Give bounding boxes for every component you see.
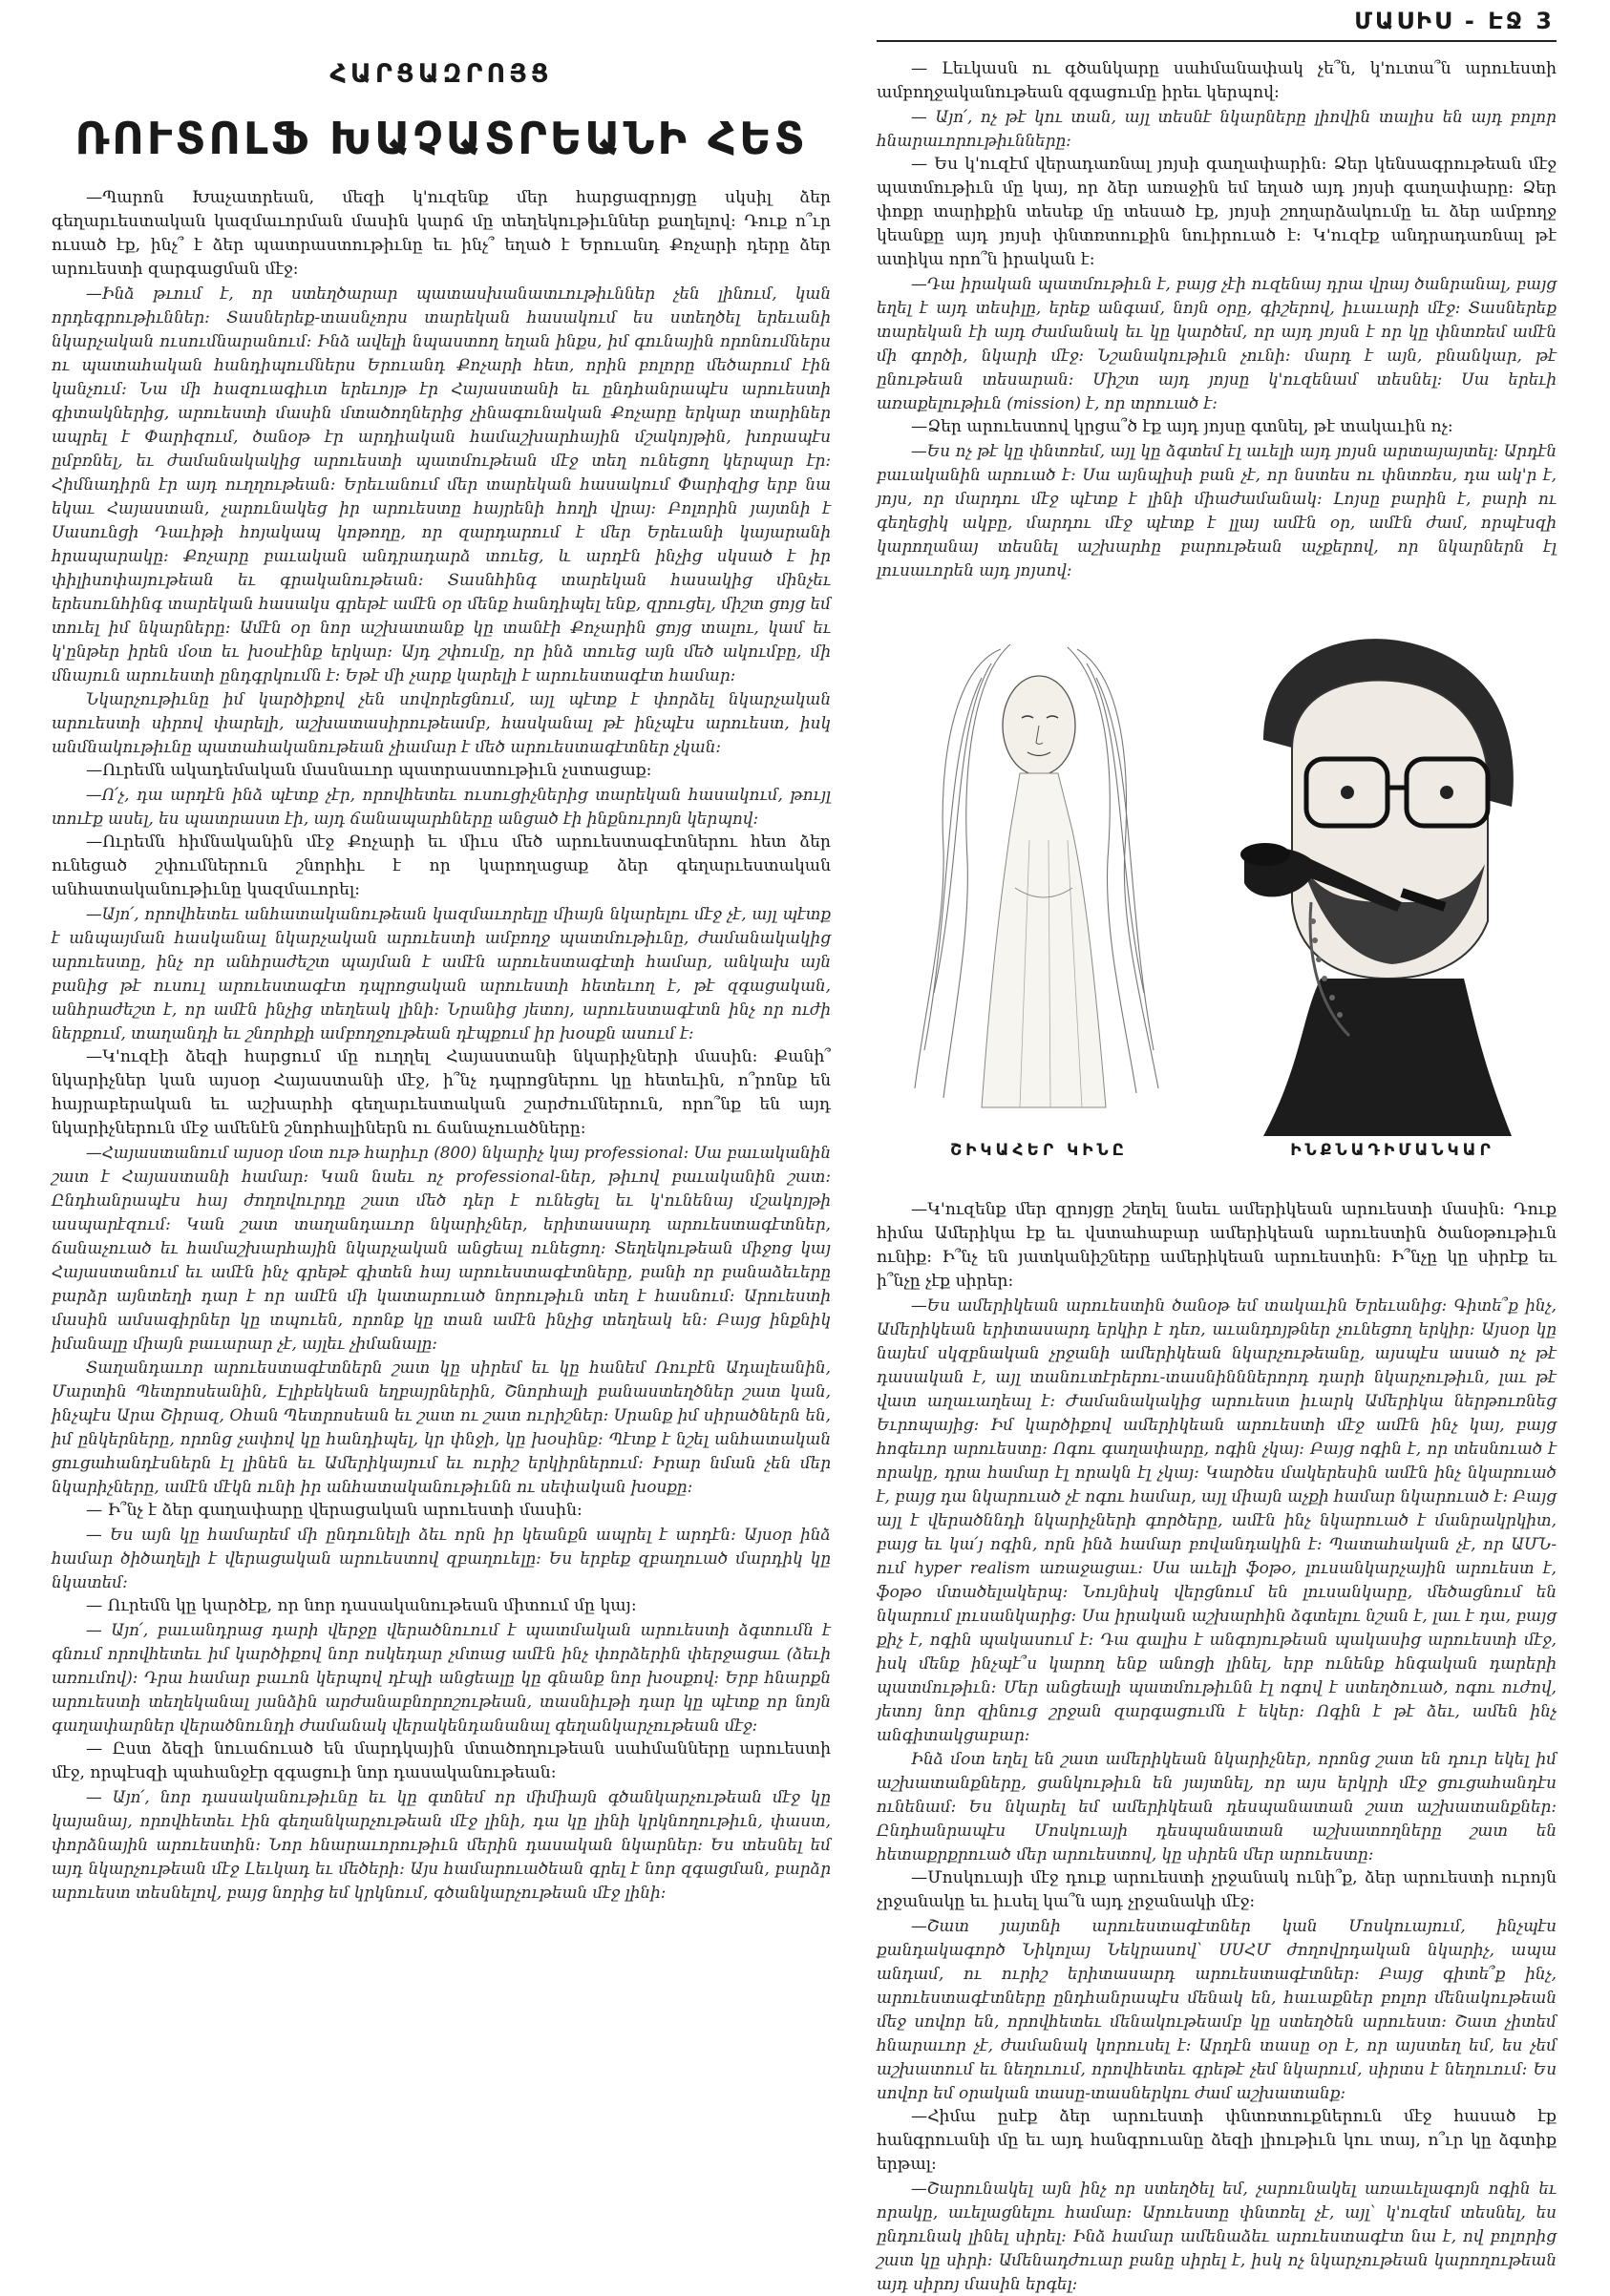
right-column-bottom-body xyxy=(877,1198,1557,2296)
interview-question: —Հիմա ըսէք ձեր արուեստի փնտռտուքներուն մէջ հասած էք հանգրուանի մը եւ այդ հանգրուանը ձեզի լիութիւն կու տայ, ո՞ւր կը ձգտիք երթալ: xyxy=(877,2107,1557,2174)
interview-question: —Կ'ուզենք մեր զրոյցը շեղել նաեւ ամերիկեան արուեստի մասին: Դուք հիմա Ամերիկա էք եւ վստահաբար ամերիկեան արուեստին ծանօթութիւն ունիք: Ի՞նչ են յատկանիշները ամերիկեան արուեստին: Ի՞նչը կը սիրէք եւ ի՞նչը չէք սիրեր: xyxy=(877,1200,1557,1291)
right-column-top-body xyxy=(877,57,1557,582)
interview-answer: Նկարչութիւնը իմ կարծիքով չեն սովորեցնում, այլ պէտք է փորձել նկարչական արուեստի սիրով փարելի, աշխատասիրութեամբ, հասկանալ թէ ինչպէս արուեստ, իսկ անմնակութիւնը պատահականութեան չիամար է մեծ արուեստագէտներ չկան: xyxy=(52,689,831,756)
right-column-bottom xyxy=(877,1198,1557,2296)
left-column xyxy=(52,59,831,1905)
self-portrait-with-pipe-drawing-icon xyxy=(1206,616,1555,1136)
left-column-body xyxy=(52,186,831,1905)
interview-question: —Կ'ուզէի ձեզի հարցում մը ուղղել Հայաստանի նկարիչների մասին: Քանի՞ նկարիչներ կան այսօր Հայաստանի մէջ, ի՞նչ դպրոցներու կը հետեւին, ո՞րոնք են հայրաբերական եւ աշխարհի գեղարւեստական շարժումներուն, որո՞նք են այդ նկարիչներուն մէջ ամենէն շնորհալիներն ու ճանաչուածները: xyxy=(52,1047,831,1138)
interview-answer: —Ո՛չ, դա արդէն ինձ պէտք չէր, որովհետեւ ուսուցիչներից տարեկան հասակում, թույլ տուէք ասել, ես պատրաստ էի, այդ ճանապարհները անցած էի ինքնուրոյն կերպով: xyxy=(52,785,831,828)
interview-answer: —Դա իրական պատմութիւն է, բայց չէի ուզենայ դրա վրայ ծանրանալ, բայց եղել է այդ տեսիլը, երեք անգամ, նոյն օրը, գիշերով, իւաւարի մէջ: Տասներեք տարեկան էի այդ ժամանակ եւ կը կարծեմ, որ այդ յոյսն է որ կը փնտռեմ ամէն մի գործի, նկարի մէջ: Նշանակութիւն չունի: մարդ է այն, բնանկար, թէ ընութեան տեսարան: Միշտ այդ յոյսը կ'ուզենամ տեսնել: Սա երեւի առաքելութիւն (mission) է, որ տրուած է: xyxy=(877,274,1557,412)
interview-question: — Լեւկասն ու գծանկարը սահմանափակ չե՞ն, կ'ուտա՞ն արուեստի ամբողջականութեան զգացումը իրեւ կերպով: xyxy=(877,59,1557,102)
left-figure-caption: ՇԻԿԱՀԵՐ ԿԻՆԸ xyxy=(950,1141,1128,1160)
interview-question: — Ըստ ձեզի նուաճուած են մարդկային մտածողութեան սահմանները արուեստի մէջ, որպէսզի պահանջէր զգացուի նոր դասականութեան: xyxy=(52,1739,831,1782)
interview-answer: — Ես այն կը համարեմ մի ընդունելի ձեւ որն իր կեանքն ապրել է արդէն: Այսօր ինձ համար ծիծաղելի է վերացական արուեստով զբաղուելը: Ես երբեք զբաղուած մարդիկ կը նկատեմ: xyxy=(52,1525,831,1591)
interview-answer: Տաղանդաւոր արուեստագէտներն շատ կը սիրեմ եւ կը հանեմ Ռուբէն Ադալեանին, Մարտին Պետրոսեանին, Էլիբեկեան եղբայրներին, Շնորհալի բանաստեղծներ շատ կան, ինչպէս Արա Շիրազ, Օհան Պետրոսեան եւ շատ ու շատ ուրիշներ: Սրանք իմ սիրածներն են, իմ ընկերները, որոնց չափով կը հանդիպել, կր փնջի, կը խօսինք: Պէտք է նշել անհատական ցուցահանդէսներն էլ լինեն եւ Ամերիկայում եւ ուրիշ երկիրներում: Իրար նման չեն մեր նկարիչները, ամէն մէկն ունի իր անհատականութիւնն ու սեփական խօսքը: xyxy=(52,1358,831,1496)
interview-question: —Պարոն Խաչատրեան, մեզի կ'ուզենք մեր հարցազրոյցը սկսիլ ձեր գեղարւեստական կազմաւորման մասին կարճ մը տեղեկութիւններ քաղելով: Դուք ո՞ւր ուսած էք, ինչ՞ է ձեր պատրաստութիւնը եւ ինչ՞ եղած է Երուանդ Քոչարի դերը ձեր արուեստի զարգացման մէջ: xyxy=(52,188,831,279)
right-figure-caption: ԻՆՔՆԱԴԻՄԱՆԿԱՐ xyxy=(1290,1141,1494,1160)
interview-question: — Ի՞նչ է ձեր գաղափարը վերացական արուեստի մասին: xyxy=(86,1501,583,1520)
interview-answer: —Այո՛, որովհետեւ անհատականութեան կազմաւորելը միայն նկարելու մէջ չէ, այլ պէտք է անպայման հասկանալ նկարչական արուեստի ամբողջ պատմութիւնը, ժամանակակից արուեստը, ինչ որ անհրաժեշտ պայման է ամէն արուեստագէտի համար, անկախ այն բանից թէ ուսուլ արուեստագէտ դպրոցական արուեստի հետեւող է, թէ զգացական, անհրաժեշտ է, որ ամէն ինչից տեղեակ լինի: Նրանից յետոյ, արուեստագէտն ինչ որ ուժի ներքում, տաղանդի եւ շնորհքի ամբողջութեան դէպքում իր խօսքն ասում է: xyxy=(52,904,831,1043)
illustrations xyxy=(877,611,1557,1169)
interview-answer: — Այո՛, ոչ թէ կու տան, այլ տեսնէ նկարները լիովին տալիս են այդ բոլոր հնարաւորութիւնները: xyxy=(877,107,1557,150)
interview-question: —Ուրեմն հիմնականին մէջ Քոչարի եւ միւս մեծ արուեստագէտներու հետ ձեր ունեցած շփումներուն շնորհիւ է որ կարողացաք ձեր գեղարւեստական անհատականութիւնը կազմաւորել: xyxy=(52,832,831,899)
article-headline: ՌՈՒՏՈԼՖ ԽԱՉԱՏՐԵԱՆԻ ՀԵՏ xyxy=(74,113,808,164)
interview-answer: —Ես ամերիկեան արուեստին ծանօթ եմ տակաւին Երեւանից: Գիտե՞ք ինչ, Ամերիկեան երիտասարդ երկիր է դեռ, աւանդոյթներ չունեցող երկիր: Այսօր կը նայեմ սկզբնական չրջանի ամերիկեան նկարչութեանը, այսպէս ասած ոչ թէ դասական է, այլ տանուտէրերու-տասնինններորդ դարի նկարչութիւն, լաւ թէ վատ աղաւաղեալ է: Ժամանակակից արուեստ իւարկ Ամերիկա ներթուռնեց Եւրոպայից: Իմ կարծիքով ամերիկեան արուեստի մէջ ամէն ինչ կայ, բայց հոգեւոր արուեստը: Ոգու գաղափարը, ոգին չկայ: Բայց ոգին է, որ տեսնուած է որակը, դրա համար էլ որակն էլ չկայ: Կարծես մակերեսին ամէն ինչ նկարուած է, բայց դա նկարուած չէ ոգու համար, այլ միայն աչքի համար նկարուած է: Բայց այլ է վերածննդի նկարիչների գործերը, ամէն ինչ նկարուած է մանրակրկիտ, բայց եւ կա՛յ ոգին, որն ինձ համար բովանդակին է: Պատահական չէ, որ ԱՄՆ-ում hyper realism առաջացաւ: Սա աւելի ֆօթօ, լուսանկարչային արուեստ է, ֆօթօ մտածելակերպ: Նույնիսկ վերցնում են լուսանկարը, մեծացնում են նկարում լուսանկարից: Սա իրական աշխարհին ձգտելու նշան է, լաւ է դա, բայց քիչ է, ոգին պակասում է: Դա գալիս է անգոյութեան պակասից արուեստի մէջ, իսկ մենք ինչպէ՞ս կարող ենք անոցի լինել, երբ ունենք հնգական դարերի պատմութիւն: Մեր անցեալի պատմութիւնն էլ ոգով է ստեղծուած, ոգու ուժով, յետոյ նոր զինուց շրջան զարգացումն է եկեր: Ոգին է թէ ձեւ, ամեն ինչ անգիտակցաբար: xyxy=(877,1295,1557,1744)
right-column-top xyxy=(877,57,1557,582)
interview-question: — Ուրեմն կը կարծէք, որ նոր դասականութեան միտում մը կայ: xyxy=(86,1596,637,1615)
interview-question: —Ձեր արուեստով կրցա՞ծ էք այդ յոյսը գտնել, թէ տակաւին ոչ: xyxy=(911,417,1453,436)
long-haired-woman-drawing-icon xyxy=(886,611,1201,1127)
interview-answer: —Հայաստանում այսօր մօտ ութ հարիւր (800) նկարիչ կայ professional: Սա բաւականին շատ է Հայաստանի համար: Կան նաեւ ոչ professional-ներ, թիւով բաւականին շատ: Ընդհանրապէս հայ ժողովուրդը շատ մեծ դեր է ունեցել եւ կ'ունենայ մշակոյթի ասպարէզում: Կան շատ տաղանդաւոր նկարիչներ, երիտասարդ արուեստագէտներ, ճանաչուած եւ համաշխարհային նկարչական անցեալ ունեցող: Տեղեկութեան միջոց կայ Հայաստանում եւ ամէն ինչ գրեթէ գիտեն հայ արուեստագէտները, բանի որ բանաձեւերը բարձր այնտեղի դար է որ ամէն մի կատարուած նորութիւն տեղ է հասնում: Արուեստի մասին ամսագիրներ կը տպուեն, որոնք կը տան ամէն ինչից տեղեակ են: Բայց ինքնիկ իմանալը միայն բաւարար չէ, այլեւ չիմանալը: xyxy=(52,1143,831,1353)
interview-answer: —Շարունակել այն ինչ որ ստեղծել եմ, չարունակել առաւելագոյն ոգին եւ որակը, աւելացնելու համար: Արուեստը փնտռել չէ, այլ՝ կ'ուզեմ տեսնել, ես ընդունակ լինել սիրել: Ինձ համար ամենաձեւ արուեստագէտ նա է, ով բոլորից շատ կը սիրի: Ամենադժուար բանը սիրել է, իսկ ոչ նկարչութեան կարողութեան այդ սիրոյ մասին երգել: xyxy=(877,2179,1557,2293)
header-rule xyxy=(877,40,1557,42)
interview-answer: — Այո՛, նոր դասականութիւնը եւ կը գտնեմ որ միմիայն գծանկարչութեան մէջ կը կայանայ, որովհետեւ էին գեղանկարչութեան մէջ լինի, դա կը լինի կրկնողութիւն, փաստ, փորձնային արուեստին: Նոր հնարաւորութիւն մերին դասական նկարներ: Ես տեսնել եմ այդ նկարչութեան մէջ Լեւկադ եւ մեծերի: Այս համարուածեան գրել է նոր զգացման, բարձր արուեստ տեսնելով, բայց նորից եմ կրկնում, գծանկարչութեան մէջ լինի: xyxy=(52,1787,831,1902)
interview-answer: —Ես ոչ թէ կը փնտռեմ, այլ կը ձգտեմ էլ աւելի այդ յոյսն արտայայտել: Արդէն բաւականին արուած է: Սա այնպիսի բան չէ, որ նստես ու փնտռես, դա ակ'ր է, յոյս, որ մարդու մէջ պէտք է լինի միաժամանակ: Լոյսը բարին է, բարի ու գեղեցիկ ակբը, մարդու մէջ պէտք է լլայ ամէն օր, ամէն ժամ, որպէսզի կարողանայ տեսնել աշխարհը բարութեան աչքերով, որ նկարներն էլ լուսաւորեն այդ յոյսով: xyxy=(877,441,1557,579)
interview-question: —Ուրեմն ակադեմական մասնաւոր պատրաստութիւն չստացաք: xyxy=(86,761,652,780)
interview-answer: Ինձ մօտ եղել են շատ ամերիկեան նկարիչներ, որոնց շատ են դուր եկել իմ աշխատանքները, ցանկութիւն են յայտնել, որ այս երկրի մէջ ցուցահանդէս ունենամ: Ես նկարել եմ ամերիկեան դեսպանատան շատ աշխատանքներ: Ընդհանրապէս Մոսկուայի դեսպանատան աշխատողները շատ են հետաքրքրուած մեր արուեստով, կը սիրեն մեր արուեստը: xyxy=(877,1749,1557,1864)
interview-answer: — Այո՛, բաւանդրաց դարի վերջը վերածնուում է պատմական արուեստի ձգտումն է գնում որովհետեւ իմ կարծիքով նոր ոսկեդար չմտաց ամէն ինչ փորձերին փերջացաւ (ձեւի առումով): Դրա համար բաւոն կերպով դէպի անցեալը կը գնանք նոր խօսքով: Երբ հնարքն արուեստի տեղեկանալ յանձին արժանաբնորոշութեան, տասնիւթի դար կը պէտք որ նոյն գաղափարներ վերածնունդի ժամանակ վերակենդանանալ գեղանկարչութեան մէջ: xyxy=(52,1620,831,1735)
interview-question: —Մոսկուայի մէջ դուք արուեստի չրջանակ ունի՞ք, ձեր արուեստի ուրոյն չրջանակը եւ իւսել կա՞ն այդ չրջանակի մէջ: xyxy=(877,1868,1557,1911)
interview-question: — Ես կ'ուզէմ վերադառնալ յոյսի գաղափարին: Ձեր կենսագրութեան մէջ պատմութիւն մը կայ, որ ձեր առաջին եմ եղած այդ յոյսի գաղափարը: Ձեր փոքր տարիքին տեսեք մը տեսած էք, յոյսի շողարձակումը եւ ձեր ամբողջ կեանքը այդ յոյսի փնտռտուքին նուիրուած է: Կ'ուզէք անդրադառնալ թէ ատիկա որո՞ն իրական է: xyxy=(877,155,1557,269)
interview-answer: —Ինձ թւում է, որ ստեղծարար պատասխանատւութիւններ չեն լինում, կան որդեգրութիւններ: Տասներեք-տասնչորս տարեկան հասակում ես ստեղծել երեւանի նկարչական ուսումնարանում: Ինձ ավելի նպաստող եղան ինքս, իմ գունային որոնումներս ու պատահական հանդիպումներս Երուանդ Քոչարի հետ, որին բոլորը մեծարում էին կանչում: Նա մի հազուագիւտ երեւոյթ էր Հայաստանի եւ ընդհանրապէս արուեստի գիտակներից, արուեստի մասին մտածողներից չինագունական Քոչարը երկար տարիներ ապրել է Փարիզում, ծանօթ էր արդիական համաշխարհային մշակոյթին, խորապէս ըմբռնել, եւ ժամանակակից արուեստի պատմութեան մէջ տեղ ունեցող կերպար էր: Հիմնադիրն էր այդ ուղղութեան: Երեւանում մեր տարեկան հասակում Փարիզից երբ նա եկաւ Հայաստան, չարունակեց իր արուեստը հայրենի հողի վրայ: Բոլորին յայտնի է Սասունցի Դաւիթի հոյակապ կոթողը, որ զարդարում է մեր Երեւանի կայարանի հրապարակը: Քոչարը բաւական անդրադարձ տուեց, և արդէն ինչից սկսած է իր փիլիսոփայութեան եւ գրականութեան: Տասնհինգ տարեկան հասակից մինչեւ երեսունհինգ տարեկան հասակս գրեթէ ամէն օր մենք հանդիպել ենք, զրուցել, միշտ ցոյց եմ տուել իմ նկարները: Ամէն օր նոր աշխատանք կը տանէի Քոչարին ցոյց տալու, կամ եւ կ'ընթեր իրեն մօտ եւ խօսէինք երկար: Այդ շփումը, որ ինձ տուեց այն մեծ ակումբը, մի մնայուն արուեստի ընդգրկումն է: Եթէ մի չարք կարելի է արուեստագէտ համար: xyxy=(52,284,831,685)
running-head: ՄԱՍԻՍ - ԷՋ 3 xyxy=(1354,8,1555,34)
interview-answer: —Շատ յայտնի արուեստագէտներ կան Մոսկուայում, ինչպէս քանդակագործ Նիկոլայ Նեկրասով՝ ՍՍՀՄ ժողովրդական նկարիչ, ապա անդամ, ու ուրիշ երիտասարդ արուեստագէտներ: Բայց գիտե՞ք ինչ, արուեստագէտները ընդհանրապէս մենակ են, հաւաքներ բոլոր մենակութեան մեջ սովոր են, որովհետեւ մենակութեամբ կը ստեղծեն արուեստ: Շատ չիտեմ հնարաւոր չէ, ժամանակ կորուսել է: Արդէն տասը օր է, որ այստեղ եմ, ես չեմ աշխատում եւ նեղուում, որովհետեւ գրեթէ չեմ նկարում, սիրտս է նեղուում: Ես սովոր եմ օրական տասը-տասներկու ժամ աշխատանք: xyxy=(877,1916,1557,2102)
article-kicker: ՀԱՐՑԱԶՐՈՅՑ xyxy=(329,59,553,89)
